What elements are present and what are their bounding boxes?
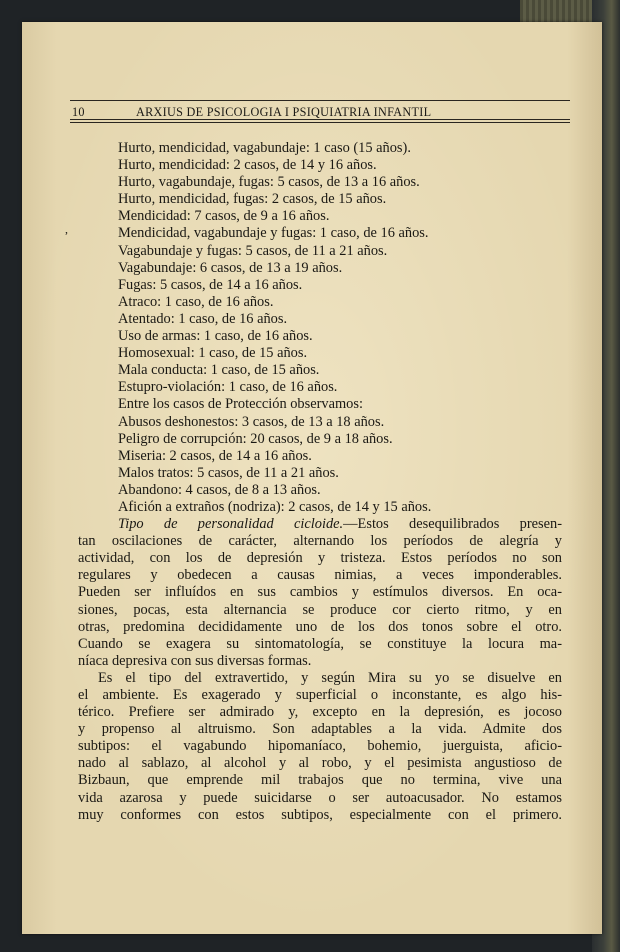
list-item: Atentado: 1 caso, de 16 años. xyxy=(118,310,288,327)
paragraph-line: muy conformes con estos subtipos, especialmente con el primero. xyxy=(78,806,562,823)
paragraph-line: el ambiente. Es exagerado y superficial o inconstante, es algo his- xyxy=(78,687,562,703)
paragraph-line: subtipos: el vagabundo hipomaníaco, bohemio, juerguista, aficio- xyxy=(78,738,562,755)
list-item: Abandono: 4 casos, de 8 a 13 años. xyxy=(118,481,321,498)
paragraph-first-line-rest: —Estos desequilibrados presen- xyxy=(343,516,562,533)
list-item: Peligro de corrupción: 20 casos, de 9 a 18 años. xyxy=(118,430,393,447)
section-title: Tipo de personalidad cicloide. xyxy=(118,516,344,533)
header-top-rule xyxy=(70,100,570,101)
paragraph-cicloide xyxy=(78,516,562,670)
paragraph-line: Pueden ser influídos en sus cambios y estímulos diversos. En oca- xyxy=(78,584,562,601)
paragraph-first-line xyxy=(78,516,562,533)
paragraph-line: otras, predomina decididamente uno de los dos tonos sobre el otro. xyxy=(78,618,562,635)
body-text xyxy=(78,140,562,824)
list-item: Vagabundaje y fugas: 5 casos, de 11 a 21 años. xyxy=(118,242,388,259)
list-item: Vagabundaje: 6 casos, de 13 a 19 años. xyxy=(118,259,343,276)
list-item: Malos tratos: 5 casos, de 11 a 21 años. xyxy=(118,464,339,481)
list-item: Estupro-violación: 1 caso, de 16 años. xyxy=(118,379,338,396)
paragraph-line: tan oscilaciones de carácter, alternando los períodos de alegría y xyxy=(78,533,562,550)
list-item: Hurto, mendicidad: 2 casos, de 14 y 16 años. xyxy=(118,157,377,174)
running-header xyxy=(70,100,570,122)
list-item: Hurto, mendicidad, vagabundaje: 1 caso (15 años). xyxy=(118,140,411,156)
paragraph-line: Bizbaun, que emprende mil trabajos que no termina, vive una xyxy=(78,772,562,789)
paragraph-line: vida azarosa y puede suicidarse o ser autoacusador. No estamos xyxy=(78,789,562,806)
paragraph-extravertido xyxy=(78,670,562,824)
list-item: Mendicidad, vagabundaje y fugas: 1 caso, de 16 años. xyxy=(118,225,429,242)
list-item: Uso de armas: 1 caso, de 16 años. xyxy=(118,328,313,345)
case-list xyxy=(78,140,562,516)
paragraph-line: nado al sablazo, al alcohol y al robo, y el pesimista angustioso de xyxy=(78,755,562,772)
list-item: Afición a extraños (nodriza): 2 casos, de 14 y 15 años. xyxy=(118,498,432,515)
list-item: Miseria: 2 casos, de 14 a 16 años. xyxy=(118,447,312,464)
journal-title: ARXIUS DE PSICOLOGIA I PSIQUIATRIA INFANTIL xyxy=(136,105,432,119)
list-item: Mala conducta: 1 caso, de 15 años. xyxy=(118,362,320,379)
list-item: Hurto, vagabundaje, fugas: 5 casos, de 13 a 16 años. xyxy=(118,174,420,191)
list-item: Hurto, mendicidad, fugas: 2 casos, de 15 años. xyxy=(118,191,387,208)
list-item: Entre los casos de Protección observamos: xyxy=(118,396,363,413)
page-number: 10 xyxy=(72,105,85,119)
header-double-rule xyxy=(70,119,570,123)
paragraph-line: níaca depresiva con sus diversas formas. xyxy=(78,652,312,669)
paragraph-line: regulares y obedecen a causas nimias, a veces imponderables. xyxy=(78,567,562,584)
list-item: Homosexual: 1 caso, de 15 años. xyxy=(118,345,308,362)
list-item: Atraco: 1 caso, de 16 años. xyxy=(118,293,274,310)
list-item: Abusos deshonestos: 3 casos, de 13 a 18 años. xyxy=(118,413,385,430)
paragraph-line: térico. Prefiere ser admirado y, excepto en la depresión, es jocoso xyxy=(78,704,562,721)
paragraph-line: Es el tipo del extravertido, y según Mira su yo se disuelve en xyxy=(98,669,562,686)
margin-mark: , xyxy=(65,222,68,236)
paragraph-line: y propenso al altruismo. Son adaptables a la vida. Admite dos xyxy=(78,721,562,738)
list-item: Fugas: 5 casos, de 14 a 16 años. xyxy=(118,276,303,293)
paragraph-line: actividad, con los de depresión y tristeza. Estos períodos no son xyxy=(78,550,562,567)
paragraph-line: Cuando se exagera su sintomatología, se constituye la locura ma- xyxy=(78,635,562,652)
paragraph-line: siones, pocas, esta alternancia se produce cor cierto ritmo, y en xyxy=(78,601,562,618)
list-item: Mendicidad: 7 casos, de 9 a 16 años. xyxy=(118,208,330,225)
